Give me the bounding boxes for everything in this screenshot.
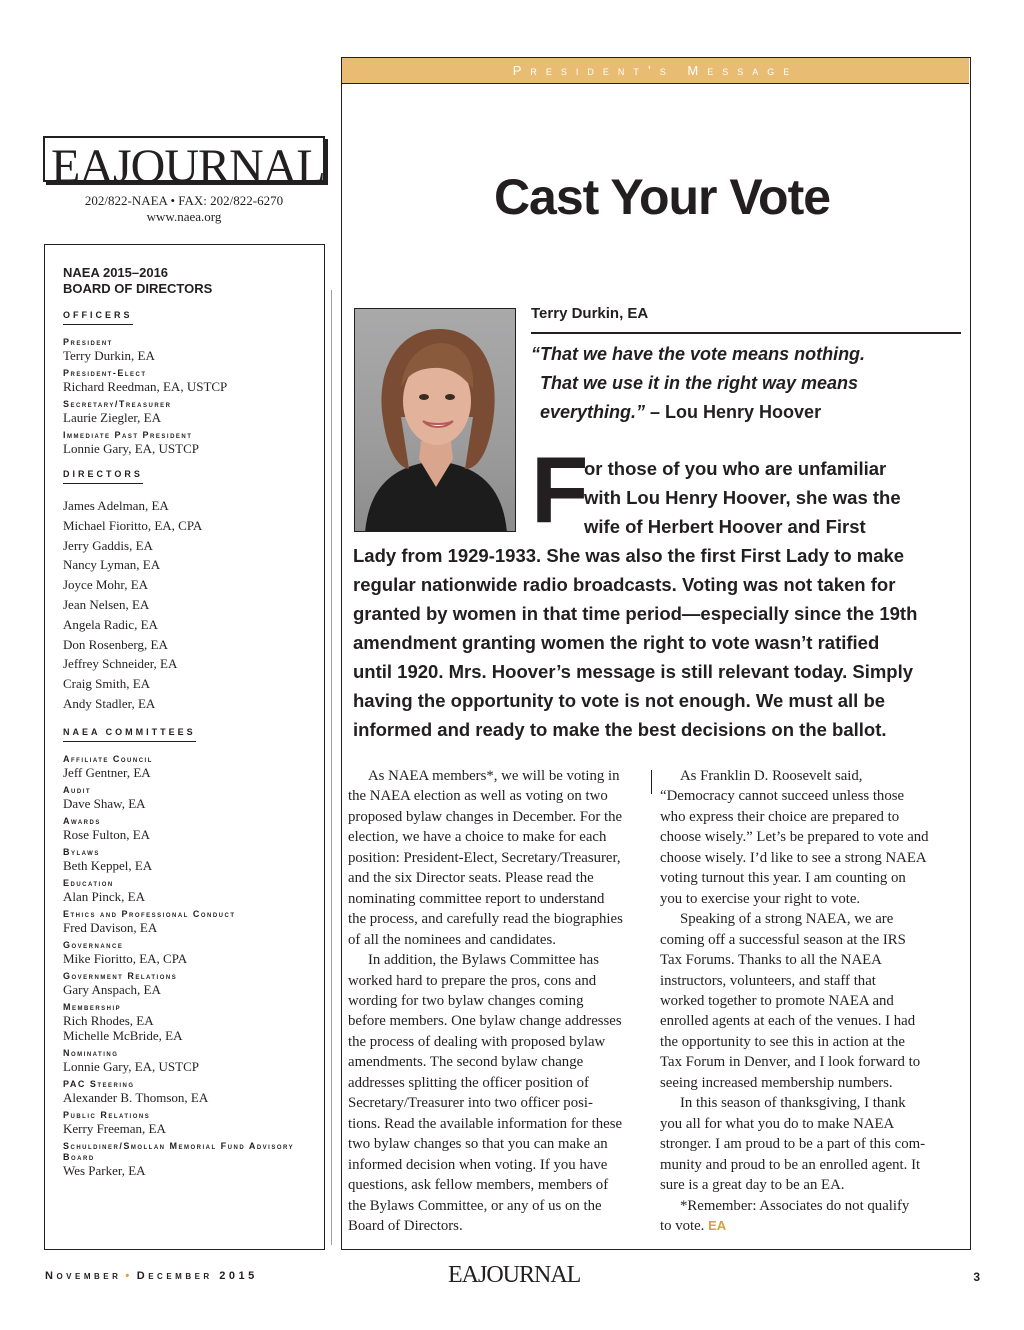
body-column-left bbox=[348, 766, 638, 1236]
body-line: addresses splitting the officer position of bbox=[348, 1074, 589, 1091]
director-name: Michael Fioritto, EA, CPA bbox=[63, 517, 203, 533]
body-line: tions. Read the available information for these bbox=[348, 1115, 623, 1132]
role-title: Government Relations bbox=[63, 970, 178, 981]
quote-text-end: everything.” bbox=[540, 402, 646, 422]
board-of-directors-sidebar bbox=[44, 244, 325, 1250]
director-name: Don Rosenberg, EA bbox=[63, 636, 168, 652]
role-title: Education bbox=[63, 877, 114, 888]
issue-date bbox=[45, 1270, 258, 1282]
role-title: Immediate Past President bbox=[63, 430, 193, 440]
body-line: informed decision when voting. If you have bbox=[348, 1156, 608, 1173]
member-name: Rose Fulton, EA bbox=[63, 826, 151, 842]
role-title: PAC Steering bbox=[63, 1078, 135, 1089]
quote-line: That we use it in the right way means bbox=[540, 373, 859, 393]
body-line: In this season of thanksgiving, I thank bbox=[680, 1095, 906, 1112]
body-line: choose wisely.” Let’s be prepared to vote and bbox=[660, 829, 929, 846]
body-line: proposed bylaw changes in December. For the bbox=[348, 808, 623, 825]
body-line: *Remember: Associates do not qualify bbox=[680, 1197, 910, 1214]
body-line: election, we have a choice to make for each bbox=[348, 829, 607, 846]
director-name: Angela Radic, EA bbox=[63, 616, 158, 632]
member-name: Alexander B. Thomson, EA bbox=[63, 1089, 209, 1105]
body-line: Tax Forums. Thanks to all the NAEA bbox=[660, 952, 882, 969]
body-line: before members. One bylaw change addresses bbox=[348, 1013, 622, 1030]
role-title: Membership bbox=[63, 1001, 122, 1012]
director-name: Andy Stadler, EA bbox=[63, 695, 156, 711]
directors-list bbox=[63, 496, 306, 714]
author-portrait bbox=[354, 308, 516, 532]
committees-list bbox=[63, 754, 306, 1178]
body-line: nominating committee report to understand bbox=[348, 890, 605, 907]
body-line: you all for what you do to make NAEA bbox=[660, 1115, 895, 1132]
lead-line: having the opportunity to vote is not enough. We must all be bbox=[353, 690, 886, 711]
body-line: of all the nominees and candidates. bbox=[348, 931, 556, 948]
member-name: Laurie Ziegler, EA bbox=[63, 410, 162, 425]
body-line: worked together to promote NAEA and bbox=[660, 992, 894, 1009]
author-byline: Terry Durkin, EA bbox=[531, 305, 649, 322]
body-line: Speaking of a strong NAEA, we are bbox=[680, 911, 894, 928]
body-line: choose wisely. I’d like to see a strong NAEA bbox=[660, 849, 927, 866]
quote-line: “That we have the vote means nothing. bbox=[531, 344, 866, 364]
lead-line: wife of Herbert Hoover and First bbox=[584, 516, 866, 537]
body-line: voting turnout this year. I am counting on bbox=[660, 870, 906, 887]
role-title: Bylaws bbox=[63, 846, 100, 857]
role-title: Awards bbox=[63, 815, 101, 826]
body-line: Board of Directors. bbox=[348, 1217, 463, 1234]
member-name: Fred Davison, EA bbox=[63, 919, 158, 935]
body-line: the opportunity to see this in action at the bbox=[660, 1033, 905, 1050]
member-name: Dave Shaw, EA bbox=[63, 795, 146, 811]
quote-author: – Lou Henry Hoover bbox=[645, 402, 822, 422]
body-line: you to exercise your right to vote. bbox=[660, 890, 861, 907]
body-line: In addition, the Bylaws Committee has bbox=[368, 952, 599, 969]
body-line: two bylaw changes so that you can make an bbox=[348, 1136, 608, 1153]
lead-line: Lady from 1929-1933. She was also the first First Lady to make bbox=[353, 545, 905, 566]
body-line: position: President-Elect, Secretary/Treasurer, bbox=[348, 849, 621, 866]
article-title: Cast Your Vote bbox=[493, 169, 831, 225]
role-title: Nominating bbox=[63, 1047, 119, 1058]
member-name: Gary Anspach, EA bbox=[63, 981, 161, 997]
lead-line: until 1920. Mrs. Hoover’s message is still relevant today. Simply bbox=[353, 661, 914, 682]
body-line: worked hard to prepare the pros, cons and bbox=[348, 972, 597, 989]
body-line: As NAEA members*, we will be voting in bbox=[368, 768, 620, 784]
directors-label: DIRECTORS bbox=[63, 469, 143, 484]
director-name: Jerry Gaddis, EA bbox=[63, 537, 153, 553]
member-name: Alan Pinck, EA bbox=[63, 888, 145, 904]
logo-frame bbox=[43, 136, 325, 193]
footer-dot: • bbox=[125, 1270, 133, 1282]
body-line: seeing increased membership numbers. bbox=[660, 1074, 893, 1091]
ea-journal-logo bbox=[43, 126, 325, 193]
section-banner: President’s Message bbox=[342, 58, 969, 84]
lead-line: amendment granting women the right to vote wasn’t ratified bbox=[353, 632, 880, 653]
body-column-right bbox=[660, 766, 950, 1236]
member-name: Michelle McBride, EA bbox=[63, 1027, 183, 1043]
end-mark-ea: EA bbox=[708, 1217, 727, 1233]
role-title: Schuldiner/Smollan Memorial Fund Advisory Board bbox=[63, 1140, 295, 1162]
body-line: enrolled agents at each of the venues. I had bbox=[660, 1013, 916, 1030]
body-line: stronger. I am proud to be a part of this com- bbox=[660, 1136, 926, 1153]
body-line: amendments. The second bylaw change bbox=[348, 1054, 584, 1071]
sidebar-heading-year: NAEA 2015–2016 bbox=[63, 265, 169, 280]
body-line: wording for two bylaw changes coming bbox=[348, 992, 584, 1009]
director-name: Jeffrey Schneider, EA bbox=[63, 656, 178, 672]
member-name: Rich Rhodes, EA bbox=[63, 1012, 154, 1028]
body-line: who express their choice are prepared to bbox=[660, 808, 900, 825]
sidebar-heading-title: BOARD OF DIRECTORS bbox=[63, 281, 213, 296]
portrait-illustration bbox=[355, 309, 516, 532]
director-name: James Adelman, EA bbox=[63, 498, 169, 513]
lead-line: with Lou Henry Hoover, she was the bbox=[584, 487, 901, 508]
body-line: the process, and carefully read the biographies bbox=[348, 911, 623, 928]
member-name: Mike Fioritto, EA, CPA bbox=[63, 950, 188, 966]
director-name: Jean Nelsen, EA bbox=[63, 596, 150, 612]
officers-label: OFFICERS bbox=[63, 310, 133, 325]
page-number: 3 bbox=[973, 1270, 980, 1284]
vertical-divider bbox=[331, 290, 332, 1245]
column-rule bbox=[651, 770, 652, 794]
byline-rule bbox=[531, 332, 961, 334]
member-name: Kerry Freeman, EA bbox=[63, 1120, 166, 1136]
role-title: Affiliate Council bbox=[63, 753, 153, 764]
body-line: instructors, volunteers, and staff that bbox=[660, 972, 876, 989]
member-name: Jeff Gentner, EA bbox=[63, 764, 151, 780]
member-name: Lonnie Gary, EA, USTCP bbox=[63, 1058, 200, 1074]
body-line: Secretary/Treasurer into two officer posi- bbox=[348, 1095, 593, 1112]
quote-line-last bbox=[531, 398, 961, 427]
role-title: Governance bbox=[63, 939, 124, 950]
contact-info bbox=[43, 193, 325, 225]
role-title: Audit bbox=[63, 784, 91, 795]
body-line: the Bylaws Committee, or any of us on the bbox=[348, 1197, 602, 1214]
member-name: Wes Parker, EA bbox=[63, 1162, 146, 1178]
body-line: the process of dealing with proposed bylaw bbox=[348, 1033, 606, 1050]
director-name: Nancy Lyman, EA bbox=[63, 557, 161, 573]
pull-quote bbox=[531, 340, 961, 427]
officers-list bbox=[63, 337, 306, 456]
member-name: Beth Keppel, EA bbox=[63, 857, 153, 873]
website: www.naea.org bbox=[146, 209, 222, 224]
body-line: As Franklin D. Roosevelt said, bbox=[680, 768, 863, 784]
body-line: to vote. bbox=[660, 1217, 709, 1234]
lead-line: regular nationwide radio broadcasts. Voting was not taken for bbox=[353, 574, 896, 595]
member-name: Terry Durkin, EA bbox=[63, 348, 155, 363]
director-name: Joyce Mohr, EA bbox=[63, 577, 149, 593]
lead-line: granted by women in that time period—especially since the 19th bbox=[353, 603, 918, 624]
body-line: Tax Forum in Denver, and I look forward to bbox=[660, 1054, 921, 1071]
role-title: President-Elect bbox=[63, 368, 147, 378]
body-line: sure is a great day to be an EA. bbox=[660, 1177, 845, 1194]
logo-text: EAJOURNAL bbox=[51, 140, 325, 193]
issue-month-start: November bbox=[45, 1270, 122, 1282]
body-line: questions, ask fellow members, members of bbox=[348, 1177, 609, 1194]
article-panel bbox=[341, 57, 971, 1250]
phone-fax: 202/822-NAEA • FAX: 202/822-6270 bbox=[84, 193, 284, 208]
body-line: and the six Director seats. Please read the bbox=[348, 870, 594, 887]
lead-line: informed and ready to make the best decisions on the ballot. bbox=[353, 719, 887, 740]
role-title: President bbox=[63, 337, 113, 347]
issue-month-end: December 2015 bbox=[136, 1270, 258, 1282]
body-line: munity and proud to be an enrolled agent. It bbox=[660, 1156, 921, 1173]
member-name: Richard Reedman, EA, USTCP bbox=[63, 379, 228, 394]
lead-line: or those of you who are unfamiliar bbox=[584, 458, 887, 479]
footer-logo: EAJOURNAL bbox=[448, 1262, 581, 1288]
body-line: coming off a successful season at the IRS bbox=[660, 931, 906, 948]
body-line: “Democracy cannot succeed unless those bbox=[660, 788, 905, 805]
committees-label: NAEA COMMITTEES bbox=[63, 727, 196, 742]
role-title: Public Relations bbox=[63, 1109, 151, 1120]
body-line: the NAEA election as well as voting on two bbox=[348, 788, 608, 805]
director-name: Craig Smith, EA bbox=[63, 676, 151, 692]
role-title: Ethics and Professional Conduct bbox=[63, 908, 236, 919]
drop-cap: F bbox=[531, 437, 589, 542]
member-name: Lonnie Gary, EA, USTCP bbox=[63, 441, 200, 456]
role-title: Secretary/Treasurer bbox=[63, 399, 172, 409]
